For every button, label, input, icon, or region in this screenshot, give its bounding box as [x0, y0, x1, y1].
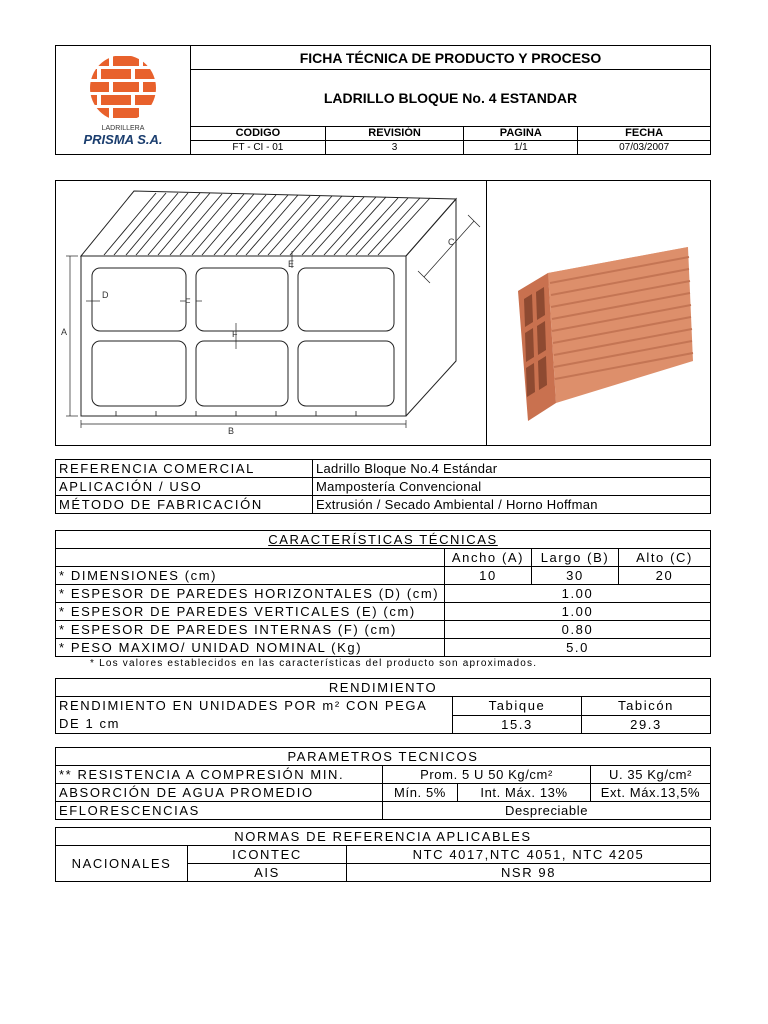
brick-technical-drawing [56, 181, 486, 445]
logo-cell [56, 46, 191, 155]
dim-header-ancho: Ancho (A) [445, 549, 532, 567]
eflorescencias-label: EFLORESCENCIAS [56, 802, 383, 820]
rendimiento-title: RENDIMIENTO [56, 679, 711, 697]
dim-label-a: A [61, 327, 68, 337]
espesor-horizontal-value: 1.00 [445, 585, 711, 603]
absorcion-int: Int. Máx. 13% [458, 784, 591, 802]
espesor-vertical-value: 1.00 [445, 603, 711, 621]
caracteristicas-table [55, 530, 711, 657]
espesor-horizontal-label: * ESPESOR DE PAREDES HORIZONTALES (D) (cm) [56, 585, 445, 603]
dim-label-e: E [288, 259, 295, 269]
val-fecha: 07/03/2007 [578, 141, 711, 155]
val-codigo: FT - CI - 01 [191, 141, 326, 155]
dimensiones-alto: 20 [619, 567, 711, 585]
espesor-interno-label: * ESPESOR DE PAREDES INTERNAS (F) (cm) [56, 621, 445, 639]
info-value-metodo: Extrusión / Secado Ambiental / Horno Hoffman [313, 496, 711, 514]
header-table [55, 45, 711, 155]
normas-value-ais: NSR 98 [347, 864, 711, 882]
info-label-metodo: MÉTODO DE FABRICACIÓN [56, 496, 313, 514]
resistencia-u: U. 35 Kg/cm² [591, 766, 711, 784]
eflorescencias-value: Despreciable [383, 802, 711, 820]
figure-box [55, 180, 711, 446]
normas-value-icontec: NTC 4017,NTC 4051, NTC 4205 [347, 846, 711, 864]
figure-divider [486, 181, 487, 445]
info-label-aplicacion: APLICACIÓN / USO [56, 478, 313, 496]
logo-name: PRISMA S.A. [83, 132, 163, 147]
espesor-interno-value: 0.80 [445, 621, 711, 639]
dimensiones-label: * DIMENSIONES (cm) [56, 567, 445, 585]
col-pagina: PAGINA [464, 127, 578, 141]
col-revision: REVISIÓN [325, 127, 464, 141]
normas-org-ais: AIS [188, 864, 347, 882]
resistencia-prom: Prom. 5 U 50 Kg/cm² [383, 766, 591, 784]
peso-maximo-label: * PESO MAXIMO/ UNIDAD NOMINAL (Kg) [56, 639, 445, 657]
val-pagina: 1/1 [464, 141, 578, 155]
espesor-vertical-label: * ESPESOR DE PAREDES VERTICALES (E) (cm) [56, 603, 445, 621]
doc-title: FICHA TÉCNICA DE PRODUCTO Y PROCESO [191, 46, 711, 70]
rendimiento-header-tabique: Tabique [453, 697, 582, 716]
normas-org-icontec: ICONTEC [188, 846, 347, 864]
dim-label-f-vertical: F [232, 329, 238, 339]
normas-group: NACIONALES [56, 846, 188, 882]
product-title: LADRILLO BLOQUE No. 4 ESTANDAR [191, 70, 711, 127]
absorcion-min: Mín. 5% [383, 784, 458, 802]
parametros-title: PARAMETROS TECNICOS [56, 748, 711, 766]
parametros-table [55, 747, 711, 820]
absorcion-ext: Ext. Máx.13,5% [591, 784, 711, 802]
dimensiones-largo: 30 [532, 567, 619, 585]
prisma-logo-icon [63, 48, 183, 148]
normas-title: NORMAS DE REFERENCIA APLICABLES [56, 828, 711, 846]
dim-header-alto: Alto (C) [619, 549, 711, 567]
resistencia-label: ** RESISTENCIA A COMPRESIÓN MIN. [56, 766, 383, 784]
peso-maximo-value: 5.0 [445, 639, 711, 657]
rendimiento-label: RENDIMIENTO EN UNIDADES POR m² CON PEGA DE 1 cm [56, 697, 453, 734]
dim-label-f-horizontal: F [185, 297, 191, 307]
brick-3d-render [488, 181, 710, 445]
info-table [55, 459, 711, 514]
dim-label-d: D [102, 290, 109, 300]
dimensiones-ancho: 10 [445, 567, 532, 585]
rendimiento-table [55, 678, 711, 734]
rendimiento-header-tabicon: Tabicón [582, 697, 711, 716]
dim-label-c: C [448, 237, 455, 247]
normas-table [55, 827, 711, 882]
info-value-referencia: Ladrillo Bloque No.4 Estándar [313, 460, 711, 478]
val-revision: 3 [325, 141, 464, 155]
dim-header-blank [56, 549, 445, 567]
rendimiento-value-tabicon: 29.3 [582, 715, 711, 734]
col-codigo: CODIGO [191, 127, 326, 141]
dim-label-b: B [228, 426, 235, 436]
logo-tagline: LADRILLERA [101, 125, 145, 132]
info-label-referencia: REFERENCIA COMERCIAL [56, 460, 313, 478]
col-fecha: FECHA [578, 127, 711, 141]
caracteristicas-note: * Los valores establecidos en las características del producto son aproximados. [90, 658, 538, 669]
rendimiento-value-tabique: 15.3 [453, 715, 582, 734]
info-value-aplicacion: Mampostería Convencional [313, 478, 711, 496]
absorcion-label: ABSORCIÓN DE AGUA PROMEDIO [56, 784, 383, 802]
dim-header-largo: Largo (B) [532, 549, 619, 567]
caracteristicas-title: CARACTERÍSTICAS TÉCNICAS [56, 531, 711, 549]
